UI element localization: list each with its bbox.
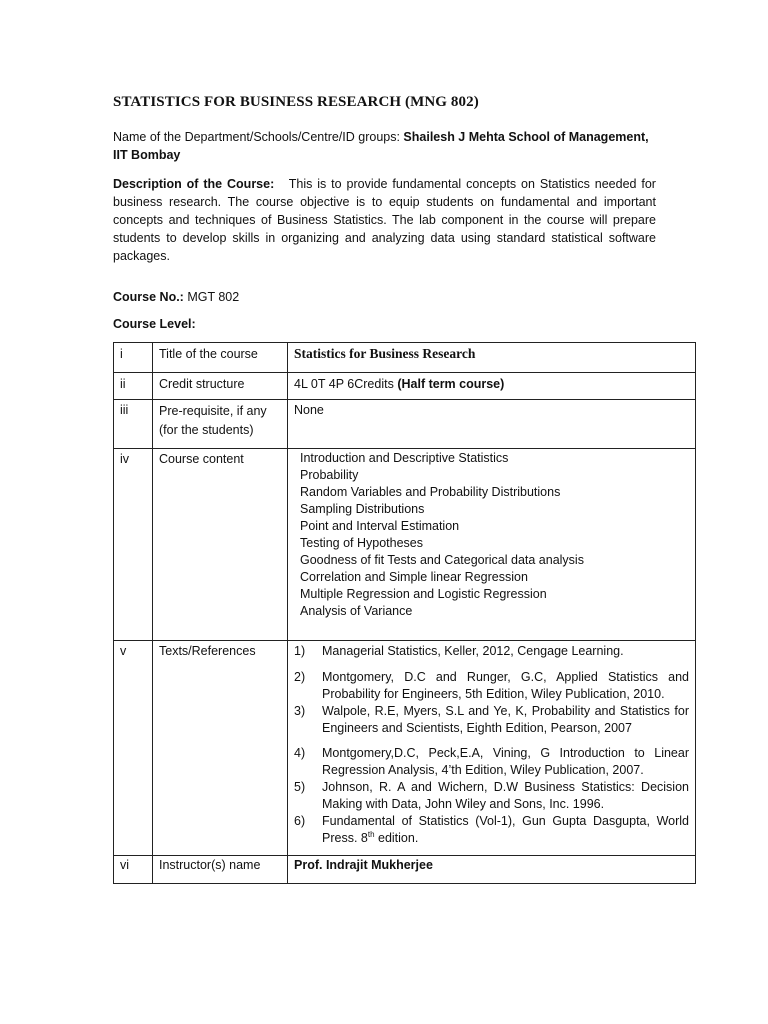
document-title: STATISTICS FOR BUSINESS RESEARCH (MNG 802): [113, 94, 479, 110]
row-number: vi: [114, 856, 153, 884]
list-item: Goodness of fit Tests and Categorical data analysis: [300, 553, 584, 567]
reference-item: [294, 669, 689, 703]
table-row: [114, 641, 696, 856]
list-item: Analysis of Variance: [300, 604, 413, 618]
row-value: [288, 641, 696, 856]
table-row: [114, 373, 696, 400]
credit-structure-value: 4L 0T 4P 6Credits: [294, 377, 394, 391]
reference-text: Montgomery, D.C and Runger, G.C, Applied Statistics and Probability for Engineers, 5th Edition, Wiley Publication, 2010.: [322, 670, 689, 701]
table-row: [114, 856, 696, 884]
row-field: Course content: [153, 449, 288, 641]
row-value: [288, 343, 696, 373]
row-field: Title of the course: [153, 343, 288, 373]
list-item: Multiple Regression and Logistic Regression: [300, 587, 547, 601]
row-field: Credit structure: [153, 373, 288, 400]
reference-item: [294, 643, 689, 660]
course-title-value: Statistics for Business Research: [294, 346, 476, 361]
reference-number: 1): [294, 644, 306, 658]
list-item: Introduction and Descriptive Statistics: [300, 451, 509, 465]
description-label: Description of the Course:: [113, 177, 275, 191]
reference-number: 3): [294, 704, 306, 718]
table-row: [114, 400, 696, 449]
course-no-label: Course No.:: [113, 290, 184, 304]
department-label: Name of the Department/Schools/Centre/ID groups:: [113, 130, 404, 144]
reference-item: [294, 813, 689, 847]
row-value: None: [288, 400, 696, 449]
course-number: [113, 288, 656, 306]
department-value-line2: IIT Bombay: [113, 148, 181, 162]
row-number: i: [114, 343, 153, 373]
reference-number: 5): [294, 780, 306, 794]
list-item: Sampling Distributions: [300, 502, 425, 516]
list-item: Point and Interval Estimation: [300, 519, 460, 533]
reference-text-end: edition.: [374, 831, 419, 845]
list-item: Random Variables and Probability Distributions: [300, 485, 561, 499]
department-info: [113, 128, 656, 164]
reference-item: [294, 703, 689, 737]
reference-text: [322, 813, 689, 847]
reference-text: Managerial Statistics, Keller, 2012, Cengage Learning.: [322, 644, 624, 658]
instructor-name: Prof. Indrajit Mukherjee: [288, 856, 696, 884]
row-value: [288, 449, 696, 641]
reference-text: Montgomery,D.C, Peck,E.A, Vining, G Introduction to Linear Regression Analysis, 4’th Edition, Wiley Publication, 2007.: [322, 746, 689, 777]
row-field: Instructor(s) name: [153, 856, 288, 884]
reference-number: 4): [294, 746, 306, 760]
reference-item: [294, 745, 689, 779]
reference-item: [294, 779, 689, 813]
description-text: This is to provide fundamental concepts on Statistics needed for business research. The course objective is to equip students on fundamental and important concepts and techniques of Business Statistics. The lab component in the course will prepare students to develop skills in organizing and analyzing data using standard statistical software packages.: [113, 177, 656, 263]
course-content-list: [294, 450, 689, 620]
table-row: [114, 449, 696, 641]
course-level-label: Course Level:: [113, 317, 196, 331]
row-number: iv: [114, 449, 153, 641]
reference-number: 2): [294, 670, 306, 684]
list-item: Probability: [300, 468, 359, 482]
row-value: [288, 373, 696, 400]
reference-text: Walpole, R.E, Myers, S.L and Ye, K, Probability and Statistics for Engineers and Scientists, Eighth Edition, Pearson, 2007: [322, 704, 689, 735]
reference-number: 6): [294, 814, 306, 828]
reference-text: Johnson, R. A and Wichern, D.W Business Statistics: Decision Making with Data, John Wiley and Sons, Inc. 1996.: [322, 780, 689, 811]
reference-text-main: Fundamental of Statistics (Vol-1), Gun Gupta Dasgupta, World Press. 8: [322, 814, 689, 845]
course-details-table: [113, 342, 696, 884]
list-item: Correlation and Simple linear Regression: [300, 570, 528, 584]
row-number: ii: [114, 373, 153, 400]
row-number: v: [114, 641, 153, 856]
course-description: [113, 175, 656, 265]
row-field: Texts/References: [153, 641, 288, 856]
credit-structure-note: (Half term course): [397, 377, 505, 391]
department-value: Shailesh J Mehta School of Management,: [403, 130, 649, 144]
ordinal-suffix: th: [367, 829, 375, 839]
row-field: Pre-requisite, if any (for the students): [153, 400, 288, 449]
table-row: [114, 343, 696, 373]
course-no-value: MGT 802: [187, 290, 240, 304]
list-item: Testing of Hypotheses: [300, 536, 423, 550]
row-number: iii: [114, 400, 153, 449]
